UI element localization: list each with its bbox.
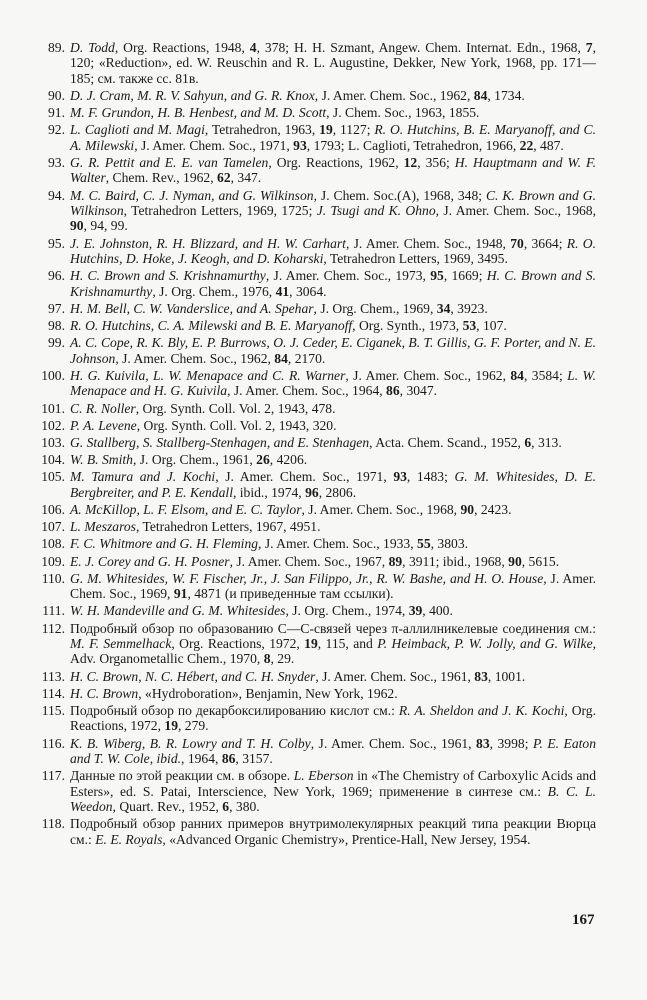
reference-text (70, 301, 596, 316)
citation-text: , 1734. (487, 88, 525, 104)
reference-item (30, 686, 596, 701)
author-names: L. W. Menapace and H. G. Kuivila (70, 367, 596, 399)
citation-text: , Org. Reactions, 1972, (171, 635, 305, 651)
author-names: P. E. Eaton and T. W. Cole (70, 735, 596, 766)
citation-text: , 347. (230, 170, 262, 186)
reference-number: 107. (41, 519, 65, 535)
reference-number: 117. (41, 768, 65, 784)
reference-text (70, 554, 596, 569)
reference-item (30, 268, 596, 299)
reference-item (30, 401, 596, 416)
page-number: 167 (572, 912, 595, 928)
citation-text: , 115, and (317, 635, 378, 651)
author-names: H. C. Brown and S. Krishnamurthy (70, 268, 596, 299)
reference-number: 101. (41, 400, 65, 416)
citation-text: , 3923. (450, 300, 488, 316)
author-names: K. B. Wiberg, B. R. Lowry and T. H. Colby (70, 735, 311, 751)
author-names: D. Todd (70, 40, 115, 55)
citation-text: , 1964, (181, 750, 222, 766)
author-names: G. M. Whitesides, W. F. Fischer, Jr., J. San Filippo, Jr., R. W. Bashe, and H. O. House (70, 570, 544, 586)
author-names: C. R. Noller (70, 400, 136, 416)
reference-number: 99. (48, 335, 65, 351)
citation-text: , J. Amer. Chem. Soc., 1973, (265, 268, 431, 284)
author-names: H. C. Brown (70, 685, 139, 701)
reference-item (30, 418, 596, 433)
reference-number: 96. (48, 268, 65, 284)
citation-text: , J. Amer. Chem. Soc., 1968, (301, 501, 461, 517)
reference-item (30, 621, 596, 667)
author-names: M. C. Baird, C. J. Nyman, and G. Wilkinson (70, 187, 314, 203)
reference-item (30, 502, 596, 517)
author-names: W. B. Smith (70, 452, 133, 468)
citation-text: , J. Chem. Soc., 1963, 1855. (326, 105, 480, 121)
reference-text (70, 335, 596, 366)
volume-number: 90 (508, 553, 522, 569)
citation-text: , Quart. Rev., 1952, (112, 799, 223, 814)
reference-text (70, 686, 596, 701)
citation-text: , J. Amer. Chem. Soc., 1967, (229, 553, 389, 569)
reference-number: 105. (41, 469, 65, 485)
reference-text (70, 40, 596, 86)
reference-number: 91. (48, 105, 65, 121)
citation-text: , Org. Reactions, 1962, (268, 155, 404, 171)
author-names: M. F. Semmelhack (70, 635, 172, 651)
author-names: L. Meszaros (70, 519, 136, 535)
citation-text: , 400. (422, 603, 453, 619)
volume-number: 86 (221, 750, 236, 766)
citation-text: , Org. Synth., 1973, (352, 318, 463, 334)
citation-text: , 3064. (289, 283, 327, 299)
citation-text: Данные по этой реакции см. в обзоре. (70, 768, 294, 784)
reference-number: 90. (48, 88, 65, 104)
author-names: H. C. Brown, N. C. Hébert, and C. H. Snyder (70, 668, 316, 684)
volume-number: 90 (460, 501, 475, 517)
volume-number: 39 (408, 603, 423, 619)
citation-text: , J. Chem. Soc.(A), 1968, 348; (313, 187, 486, 203)
citation-text: , J. Amer. Chem. Soc., 1971, (134, 137, 294, 153)
reference-item (30, 301, 596, 316)
author-names: J. E. Johnston, R. H. Blizzard, and H. W. Carhart (70, 235, 346, 251)
citation-text: , J. Amer. Chem. Soc., 1969, (70, 570, 596, 602)
citation-text: , J. Org. Chem., 1961, (132, 452, 257, 468)
volume-number: 84 (510, 367, 524, 383)
citation-text: , 1483; (406, 469, 455, 485)
citation-text: , J. Amer. Chem. Soc., 1962, (345, 367, 511, 383)
reference-item (30, 554, 596, 569)
citation-text: Подробный обзор по декарбоксилированию кислот см.: (70, 702, 399, 718)
reference-number: 95. (48, 235, 65, 251)
author-names: L. Caglioti and M. Magi (70, 122, 205, 138)
reference-text (70, 469, 596, 500)
author-names: G. R. Pettit and E. E. van Tamelen (70, 155, 269, 171)
reference-number: 92. (48, 122, 65, 138)
citation-text: , J. Amer. Chem. Soc., 1933, (258, 536, 418, 552)
reference-number: 93. (48, 155, 65, 171)
author-names: H. Hauptmann and W. F. Walter (70, 155, 596, 186)
reference-item (30, 571, 596, 602)
volume-number: 53 (462, 318, 477, 334)
reference-item (30, 435, 596, 450)
reference-item (30, 768, 596, 814)
reference-text (70, 621, 596, 667)
reference-text (70, 105, 596, 120)
citation-text: , 1127; (332, 122, 375, 138)
reference-number: 112. (41, 620, 65, 636)
reference-text (70, 268, 596, 299)
volume-number: 8 (263, 651, 271, 667)
citation-text: , (149, 750, 157, 766)
citation-text: , 1669; (443, 268, 487, 284)
volume-number: 93 (293, 137, 307, 153)
citation-text: , J. Org. Chem., 1969, (313, 300, 437, 316)
volume-number: 91 (173, 586, 188, 602)
author-names: R. A. Sheldon and J. K. Kochi (398, 702, 565, 718)
citation-text: , Org. Reactions, 1948, (114, 40, 250, 55)
citation-text: , Tetrahedron Letters, 1969, 3495. (323, 251, 508, 267)
volume-number: 19 (304, 635, 318, 651)
author-names: C. K. Brown and G. Wilkinson (70, 187, 596, 219)
citation-text: , J. Amer. Chem. Soc., 1961, (310, 735, 477, 751)
volume-number: 19 (164, 718, 178, 734)
reference-number: 98. (48, 318, 65, 334)
reference-number: 103. (41, 434, 65, 450)
reference-text (70, 502, 596, 517)
citation-text: Подробный обзор по образованию C—C-связей через π-аллилникелевые соединения см.: (70, 620, 596, 636)
citation-text: , 1793; L. Caglioti, Tetrahedron, 1966, (306, 137, 520, 153)
author-names: G. M. Whitesides, D. E. Bergbreiter, and P. E. Kendall (70, 469, 596, 500)
citation-text: , 2423. (474, 501, 512, 517)
reference-number: 109. (41, 553, 65, 569)
reference-item (30, 188, 596, 234)
reference-text (70, 603, 596, 618)
citation-text: in «The Chemistry of Carboxylic Acids and Esters», ed. S. Patai, Interscience, New York, 1969; применение в синтезе см.: (70, 768, 596, 799)
citation-text: , 107. (476, 318, 507, 334)
citation-text: , 29. (270, 651, 295, 667)
citation-text: , Acta. Chem. Scand., 1952, (369, 434, 525, 450)
citation-text: , 378; H. H. Szmant, Angew. Chem. Internat. Edn., 1968, (256, 40, 586, 55)
reference-text (70, 401, 596, 416)
reference-item (30, 519, 596, 534)
reference-text (70, 236, 596, 267)
reference-number: 89. (48, 40, 65, 55)
author-names: H. G. Kuivila, L. W. Menapace and C. R. Warner (70, 367, 346, 383)
reference-number: 114. (41, 685, 65, 701)
reference-text (70, 452, 596, 467)
reference-item (30, 703, 596, 734)
reference-text (70, 122, 596, 153)
author-names: R. O. Hutchins, D. Hoke, J. Keogh, and D. Koharski (70, 235, 596, 267)
citation-text: , 3803. (430, 536, 469, 552)
reference-text (70, 435, 596, 450)
reference-number: 106. (41, 501, 65, 517)
citation-text: , J. Amer. Chem. Soc., 1971, (215, 469, 394, 485)
reference-number: 115. (41, 702, 65, 718)
author-names: G. Stallberg, S. Stallberg-Stenhagen, and E. Stenhagen (70, 434, 370, 450)
author-names: E. J. Corey and G. H. Posner (70, 553, 230, 569)
citation-text: , J. Amer. Chem. Soc., 1962, (115, 350, 275, 366)
citation-text: , 3998; (489, 735, 533, 751)
author-names: R. O. Hutchins, C. A. Milewski and B. E. Maryanoff (70, 318, 353, 334)
volume-number: 41 (275, 283, 290, 299)
citation-text: , 356; (417, 155, 455, 171)
volume-number: 19 (319, 122, 333, 138)
reference-item (30, 669, 596, 684)
volume-number: 4 (249, 40, 257, 55)
volume-number: 12 (403, 155, 418, 171)
volume-number: 62 (217, 170, 231, 186)
reference-text (70, 88, 596, 103)
author-names: M. Tamura and J. Kochi (70, 469, 216, 485)
author-names: F. C. Whitmore and G. H. Fleming (70, 536, 259, 552)
reference-text (70, 418, 596, 433)
reference-item (30, 40, 596, 86)
author-names: J. Tsugi and K. Ohno (316, 203, 436, 219)
volume-number: 6 (524, 434, 532, 450)
citation-text: , Org. Synth. Coll. Vol. 2, 1943, 320. (136, 417, 337, 433)
reference-item (30, 536, 596, 551)
citation-text: , 4871 (и приведенные там ссылки). (187, 586, 394, 602)
citation-text: , 3911; ibid., 1968, (402, 553, 509, 569)
reference-item (30, 236, 596, 267)
volume-number: 90 (70, 218, 84, 234)
citation-text: , Tetrahedron Letters, 1969, 1725; (123, 203, 317, 219)
citation-text: , Tetrahedron Letters, 1967, 4951. (135, 519, 321, 535)
citation-text: , 2806. (318, 484, 357, 500)
citation-text: , 380. (229, 799, 260, 814)
reference-number: 102. (41, 417, 65, 433)
volume-number: 34 (436, 300, 451, 316)
citation-text: , Adv. Organometallic Chem., 1970, (70, 635, 597, 667)
volume-number: 83 (476, 735, 490, 751)
reference-text (70, 318, 596, 333)
reference-text (70, 816, 596, 847)
reference-number: 111. (42, 603, 65, 619)
citation-text: , 3047. (399, 383, 438, 399)
citation-text: , 1001. (487, 668, 526, 684)
author-names: L. Eberson (293, 768, 354, 784)
reference-number: 118. (41, 816, 65, 832)
volume-number: 93 (393, 469, 407, 485)
citation-text: , 3664; (523, 235, 567, 251)
reference-item (30, 122, 596, 153)
reference-item (30, 452, 596, 467)
reference-item (30, 469, 596, 500)
citation-text: Подробный обзор ранних примеров внутримолекулярных реакций типа реакции Вюрца см.: (70, 816, 596, 847)
reference-item (30, 155, 596, 186)
reference-item (30, 335, 596, 366)
author-names: P. A. Levene (70, 417, 137, 433)
reference-number: 104. (41, 452, 65, 468)
author-names: A. C. Cope, R. K. Bly, E. P. Burrows, O. J. Ceder, E. Ciganek, B. T. Gillis, G. F. Porter, and N. E. Johnson (70, 335, 596, 366)
reference-number: 108. (41, 536, 65, 552)
reference-text (70, 188, 596, 234)
volume-number: 6 (222, 799, 230, 814)
author-names: B. C. L. Weedon (70, 783, 596, 814)
reference-text (70, 736, 596, 767)
reference-list (30, 40, 596, 849)
volume-number: 55 (417, 536, 431, 552)
volume-number: 95 (430, 268, 444, 284)
reference-item (30, 105, 596, 120)
reference-item (30, 318, 596, 333)
reference-item (30, 88, 596, 103)
citation-text: , J. Org. Chem., 1976, (152, 283, 276, 299)
citation-text: , Tetrahedron, 1963, (204, 122, 320, 138)
reference-item (30, 736, 596, 767)
citation-text: , 120; «Reduction», ed. W. Reuschin and R. L. Augustine, Dekker, New York, 1968, pp. 171—185; см. также сс. 81в. (70, 40, 596, 86)
citation-text: , 313. (531, 434, 562, 450)
citation-text: , 3157. (235, 750, 273, 766)
reference-text (70, 536, 596, 551)
reference-number: 110. (41, 570, 65, 586)
citation-text: , J. Amer. Chem. Soc., 1961, (315, 668, 475, 684)
citation-text: , J. Amer. Chem. Soc., 1948, (345, 235, 511, 251)
author-names: H. C. Brown and S. Krishnamurthy (70, 268, 266, 284)
reference-number: 113. (41, 668, 65, 684)
volume-number: 84 (274, 350, 288, 366)
volume-number: 22 (519, 137, 534, 153)
reference-text (70, 703, 596, 734)
citation-text: , 279. (177, 718, 209, 734)
volume-number: 26 (256, 452, 270, 468)
reference-text (70, 368, 596, 399)
citation-text: , J. Amer. Chem. Soc., 1962, (314, 88, 474, 104)
reference-number: 94. (48, 187, 65, 203)
reference-number: 100. (41, 367, 65, 383)
reference-number: 116. (41, 735, 65, 751)
citation-text: , 5615. (521, 553, 560, 569)
citation-text: , 2170. (287, 350, 326, 366)
citation-text: , 94, 99. (83, 218, 128, 234)
author-names: H. M. Bell, C. W. Vanderslice, and A. Spehar (70, 300, 314, 316)
citation-text: , «Hydroboration», Benjamin, New York, 1962. (138, 685, 398, 701)
author-names: A. McKillop, L. F. Elsom, and E. C. Taylor (70, 501, 302, 517)
reference-item (30, 603, 596, 618)
citation-text: , 3584; (523, 367, 568, 383)
citation-text: , J. Amer. Chem. Soc., 1968, (435, 203, 597, 219)
author-names: D. J. Cram, M. R. V. Sahyun, and G. R. Knox (70, 88, 315, 104)
volume-number: 83 (474, 668, 488, 684)
citation-text: , Chem. Rev., 1962, (105, 170, 218, 186)
author-names: ibid. (156, 750, 182, 766)
reference-text (70, 768, 596, 814)
volume-number: 86 (386, 383, 400, 399)
author-names: W. H. Mandeville and G. M. Whitesides (70, 603, 286, 619)
reference-text (70, 519, 596, 534)
reference-item (30, 816, 596, 847)
citation-text: , J. Org. Chem., 1974, (285, 603, 409, 619)
author-names: P. Heimback, P. W. Jolly, and G. Wilke (377, 635, 593, 651)
citation-text: , Org. Reactions, 1972, (70, 702, 597, 734)
volume-number: 84 (473, 88, 488, 104)
volume-number: 70 (510, 235, 524, 251)
citation-text: , «Advanced Organic Chemistry», Prentice-Hall, New Jersey, 1954. (162, 831, 531, 847)
citation-text: , ibid., 1974, (232, 484, 306, 500)
reference-item (30, 368, 596, 399)
citation-text: , J. Amer. Chem. Soc., 1964, (227, 383, 387, 399)
volume-number: 7 (585, 40, 593, 55)
citation-text: , Org. Synth. Coll. Vol. 2, 1943, 478. (135, 400, 336, 416)
citation-text: , 487. (533, 137, 564, 153)
reference-number: 97. (48, 300, 65, 316)
author-names: M. F. Grundon, H. B. Henbest, and M. D. Scott (70, 105, 327, 121)
citation-text: , 4206. (269, 452, 308, 468)
volume-number: 89 (388, 553, 403, 569)
volume-number: 96 (305, 484, 319, 500)
reference-text (70, 155, 596, 186)
author-names: E. E. Royals (95, 831, 163, 847)
reference-text (70, 571, 596, 602)
reference-text (70, 669, 596, 684)
author-names: R. O. Hutchins, B. E. Maryanoff, and C. A. Milewski (70, 122, 596, 153)
